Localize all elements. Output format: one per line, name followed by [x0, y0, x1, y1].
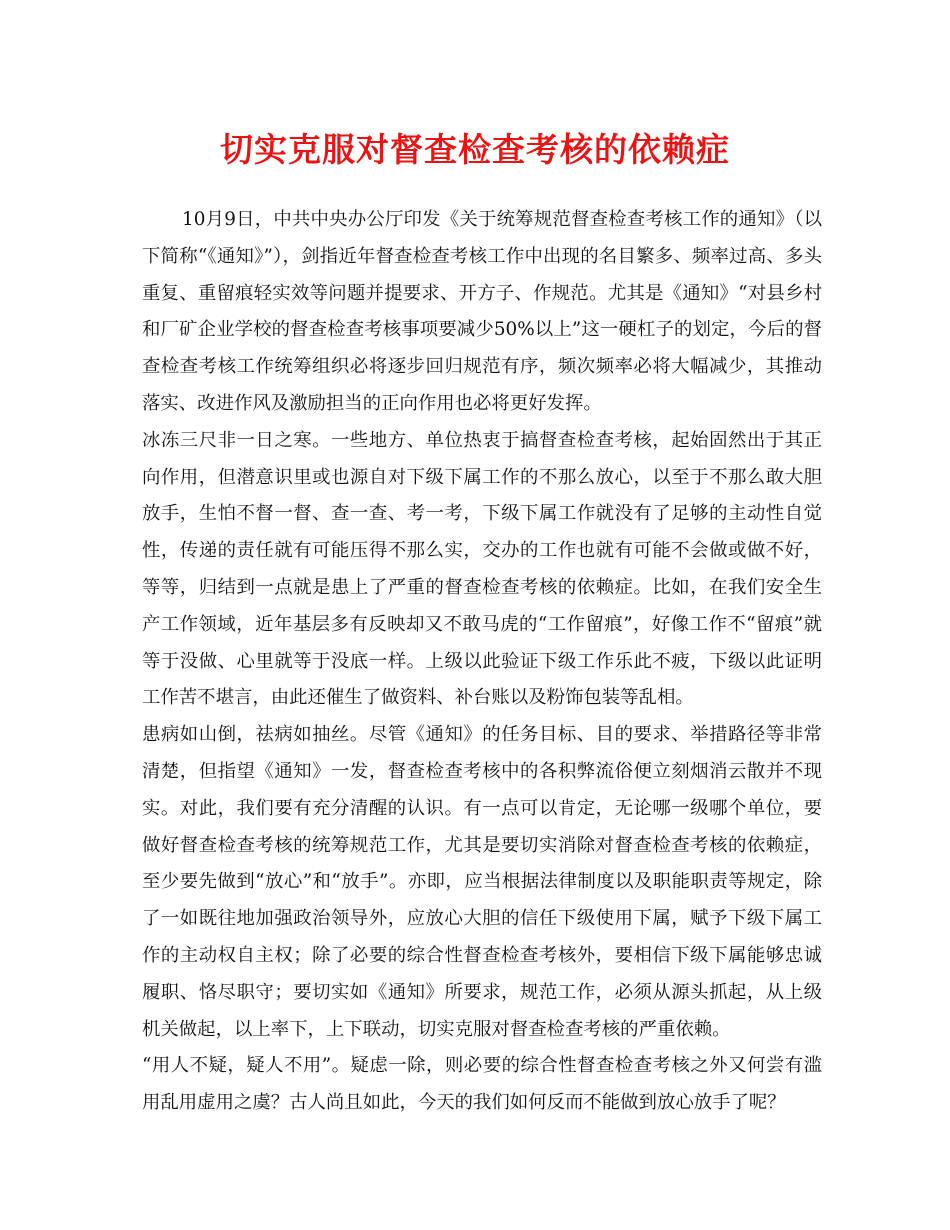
paragraph-intro: 10月9日，中共中央办公厅印发《关于统筹规范督查检查考核工作的通知》（以下简称“《通知》”），剑指近年督查检查考核工作中出现的名目繁多、频率过高、多头重复、重留痕轻实效等问题并提要求、开方子、作规范。尤其是《通知》“对县乡村和厂矿企业学校的督查检查考核事项要减少50%以上”这一硬杠子的划定，今后的督查检查考核工作统筹组织必将逐步回归规范有序，频次频率必将大幅减少，其推动落实、改进作风及激励担当的正向作用也必将更好发挥。: [142, 209, 822, 414]
document-body: [142, 202, 822, 1122]
document-title: 切实克服对督查检查考核的依赖症: [220, 130, 730, 169]
paragraph-remedy: 患病如山倒，祛病如抽丝。尽管《通知》的任务目标、目的要求、举措路径等非常清楚，但指望《通知》一发，督查检查考核中的各积弊流俗便立刻烟消云散并不现实。对此，我们要有充分清醒的认识。有一点可以肯定，无论哪一级哪个单位，要做好督查检查考核的统筹规范工作，尤其是要切实消除对督查检查考核的依赖症，至少要先做到“放心”和“放手”。亦即，应当根据法律制度以及职能职责等规定，除了一如既往地加强政治领导外，应放心大胆的信任下级使用下属，赋予下级下属工作的主动权自主权；除了必要的综合性督查检查考核外，要相信下级下属能够忠诚履职、恪尽职守；要切实如《通知》所要求，规范工作，必须从源头抓起，从上级机关做起，以上率下，上下联动，切实克服对督查检查考核的严重依赖。: [142, 724, 822, 1040]
paragraph-cause: 冰冻三尺非一日之寒。一些地方、单位热衷于搞督查检查考核，起始固然出于其正向作用，但潜意识里或也源自对下级下属工作的不那么放心，以至于不那么敢大胆放手，生怕不督一督、查一查、考一考，下级下属工作就没有了足够的主动性自觉性，传递的责任就有可能压得不那么实，交办的工作也就有可能不会做或做不好，等等，归结到一点就是患上了严重的督查检查考核的依赖症。比如，在我们安全生产工作领域，近年基层多有反映却又不敢马虎的“工作留痕”，好像工作不“留痕”就等于没做、心里就等于没底一样。上级以此验证下级工作乐此不疲，下级以此证明工作苦不堪言，由此还催生了做资料、补台账以及粉饰包装等乱相。: [142, 429, 822, 709]
paragraph-conclusion: “用人不疑，疑人不用”。疑虑一除，则必要的综合性督查检查考核之外又何尝有滥用乱用虚用之虞？古人尚且如此，今天的我们如何反而不能做到放心放手了呢？: [142, 1055, 822, 1114]
